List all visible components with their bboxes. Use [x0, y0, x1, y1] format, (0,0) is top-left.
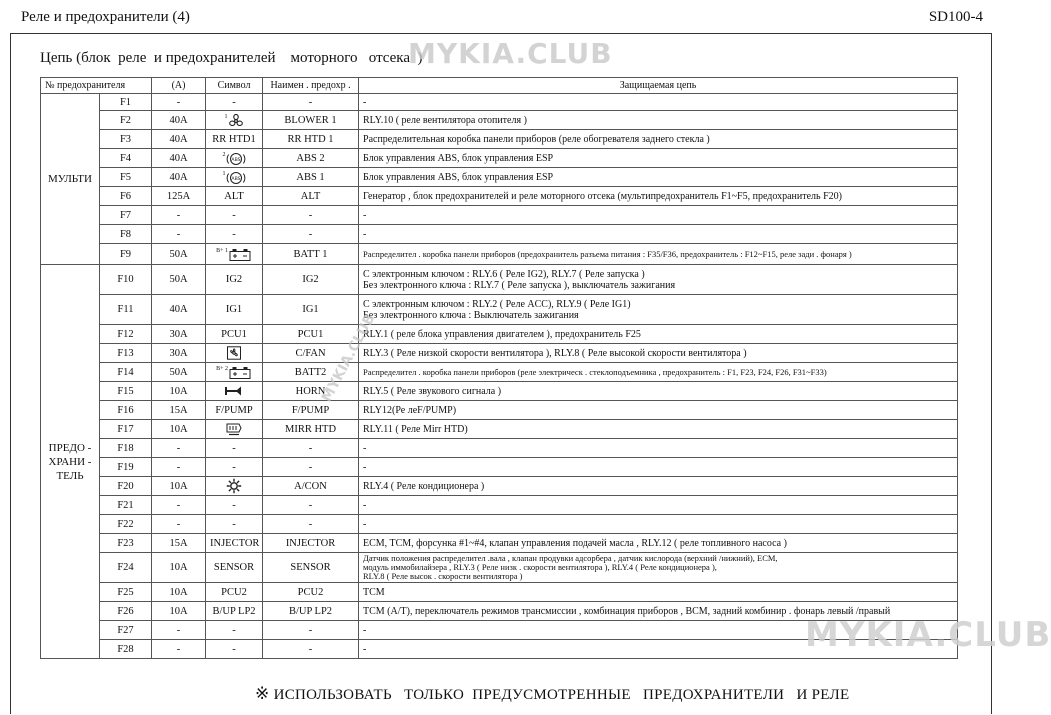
protected-circuit-cell: [359, 130, 958, 149]
fuse-name-cell: -: [263, 496, 359, 515]
fuse-name-cell: IG1: [263, 295, 359, 325]
symbol-number: 1: [222, 171, 226, 178]
amperage-cell: 30A: [152, 325, 206, 344]
header-symbol: Символ: [206, 78, 263, 94]
page-code: SD100-4: [928, 9, 983, 25]
circuit-line: С электронным ключом : RLY.6 ( Реле IG2), RLY.7 ( Реле запуска ): [363, 268, 645, 280]
fuse-name-cell: -: [263, 458, 359, 477]
amperage-cell: 125A: [152, 187, 206, 206]
protected-circuit-cell: [359, 225, 958, 244]
table-row: [41, 206, 958, 225]
table-row: [41, 534, 958, 553]
fuse-number-cell: F5: [100, 168, 152, 187]
fuse-name-cell: PCU2: [263, 583, 359, 602]
symbol-cell: [206, 363, 263, 382]
circuit-line: -: [363, 96, 367, 108]
symbol-cell: [206, 420, 263, 439]
circuit-line: ECM, TCM, форсунка #1~#4, клапан управления подачей масла , RLY.12 ( реле топливного насоса ): [363, 537, 787, 549]
table-row: [41, 130, 958, 149]
ac-icon: [226, 478, 242, 494]
protected-circuit-cell: [359, 206, 958, 225]
cooling-fan-icon: [226, 346, 242, 360]
amperage-cell: 40A: [152, 168, 206, 187]
table-row: [41, 458, 958, 477]
amperage-cell: -: [152, 640, 206, 659]
amperage-cell: 40A: [152, 295, 206, 325]
symbol-cell: IG2: [206, 265, 263, 295]
amperage-cell: 10A: [152, 583, 206, 602]
amperage-cell: 40A: [152, 149, 206, 168]
frame-left-border: [10, 34, 11, 714]
symbol-cell: B/UP LP2: [206, 602, 263, 621]
circuit-line: Без электронного ключа : RLY.7 ( Реле запуска ), выключатель зажигания: [363, 279, 676, 291]
fuse-number-cell: F3: [100, 130, 152, 149]
horn-icon: [224, 385, 244, 397]
protected-circuit-cell: [359, 187, 958, 206]
table-row: [41, 363, 958, 382]
amperage-cell: 10A: [152, 477, 206, 496]
fuse-name-cell: -: [263, 439, 359, 458]
fuse-name-cell: -: [263, 225, 359, 244]
amperage-cell: 30A: [152, 344, 206, 363]
fuse-number-cell: F24: [100, 553, 152, 583]
table-row: [41, 325, 958, 344]
symbol-cell: PCU1: [206, 325, 263, 344]
amperage-cell: -: [152, 94, 206, 111]
fuse-table-body: [41, 94, 958, 659]
battery-icon: [228, 366, 252, 380]
note-mark: ※: [255, 684, 270, 704]
table-row: [41, 420, 958, 439]
page-header: [0, 0, 1000, 34]
table-header-row: [41, 78, 958, 94]
circuit-line: RLY.5 ( Реле звукового сигнала ): [363, 385, 502, 397]
circuit-line: -: [363, 228, 367, 240]
circuit-line: -: [363, 442, 367, 454]
symbol-number: 1: [224, 114, 228, 121]
fuse-name-cell: ABS 1: [263, 168, 359, 187]
fuse-name-cell: HORN: [263, 382, 359, 401]
symbol-cell: [206, 149, 263, 168]
protected-circuit-cell: [359, 477, 958, 496]
circuit-line: RLY.1 ( реле блока управления двигателем ), предохранитель F25: [363, 328, 641, 340]
circuit-line: TCM: [363, 586, 385, 598]
amperage-cell: -: [152, 515, 206, 534]
watermark: MYKIA.CLUB: [318, 311, 379, 405]
frame-right-border: [991, 34, 992, 714]
circuit-line: RLY.4 ( Реле кондиционера ): [363, 480, 485, 492]
protected-circuit-cell: [359, 515, 958, 534]
circuit-line: RLY.3 ( Реле низкой скорости вентилятора ), RLY.8 ( Реле высокой скорости вентилятора ): [363, 347, 747, 359]
fuse-number-cell: F25: [100, 583, 152, 602]
watermark: MYKIA.CLUB: [805, 615, 1051, 655]
group-label-fuse: [41, 265, 100, 659]
symbol-cell: ALT: [206, 187, 263, 206]
table-row: [41, 439, 958, 458]
fuse-number-cell: F9: [100, 244, 152, 265]
table-row: [41, 265, 958, 295]
table-row: [41, 496, 958, 515]
amperage-cell: -: [152, 621, 206, 640]
fuse-name-cell: BATT 1: [263, 244, 359, 265]
battery-icon: [228, 248, 252, 262]
header-protected-circuit: Защищаемая цепь: [359, 78, 958, 94]
symbol-cell: -: [206, 206, 263, 225]
symbol-cell: -: [206, 225, 263, 244]
group-label-line: ПРЕДО -: [48, 441, 92, 454]
fan-icon: [228, 114, 244, 128]
symbol-cell: -: [206, 458, 263, 477]
table-row: [41, 149, 958, 168]
fuse-name-cell: A/CON: [263, 477, 359, 496]
amperage-cell: 10A: [152, 553, 206, 583]
fuse-name-cell: BLOWER 1: [263, 111, 359, 130]
symbol-cell: F/PUMP: [206, 401, 263, 420]
fuse-number-cell: F20: [100, 477, 152, 496]
fuse-number-cell: F10: [100, 265, 152, 295]
protected-circuit-cell: [359, 111, 958, 130]
mirror-heater-icon: [225, 422, 243, 436]
amperage-cell: 15A: [152, 534, 206, 553]
fuse-name-cell: INJECTOR: [263, 534, 359, 553]
table-row: [41, 168, 958, 187]
table-row: [41, 225, 958, 244]
symbol-number: B+ 2: [216, 366, 228, 373]
watermark: MYKIA.CLUB: [408, 37, 613, 70]
amperage-cell: 50A: [152, 244, 206, 265]
fuse-number-cell: F18: [100, 439, 152, 458]
symbol-cell: [206, 382, 263, 401]
fuse-number-cell: F22: [100, 515, 152, 534]
circuit-line: Распределител . коробка панели приборов (предохранитель разъема питания : F35/F36, предохранитель : F12~F15, реле зади . фонаря ): [363, 248, 852, 259]
page-title: Реле и предохранители (4): [21, 9, 190, 25]
table-row: [41, 401, 958, 420]
amperage-cell: 50A: [152, 363, 206, 382]
symbol-cell: PCU2: [206, 583, 263, 602]
protected-circuit-cell: [359, 265, 958, 295]
fuse-number-cell: F2: [100, 111, 152, 130]
protected-circuit-cell: [359, 534, 958, 553]
fuse-number-cell: F1: [100, 94, 152, 111]
circuit-line: RLY.10 ( реле вентилятора отопителя ): [363, 114, 527, 126]
header-fuse-number: № предохранителя: [41, 78, 152, 94]
fuse-number-cell: F21: [100, 496, 152, 515]
fuse-name-cell: C/FAN: [263, 344, 359, 363]
fuse-name-cell: ABS 2: [263, 149, 359, 168]
header-amperage: (A): [152, 78, 206, 94]
fuse-number-cell: F13: [100, 344, 152, 363]
symbol-cell: -: [206, 640, 263, 659]
protected-circuit-cell: [359, 325, 958, 344]
circuit-line: Распределительная коробка панели приборов (реле обогревателя заднего стекла ): [363, 133, 710, 145]
protected-circuit-cell: [359, 420, 958, 439]
fuse-number-cell: F14: [100, 363, 152, 382]
protected-circuit-cell: [359, 382, 958, 401]
circuit-line: -: [363, 209, 367, 221]
amperage-cell: 50A: [152, 265, 206, 295]
footer-note: [255, 684, 849, 704]
fuse-number-cell: F6: [100, 187, 152, 206]
fuse-name-cell: PCU1: [263, 325, 359, 344]
protected-circuit-cell: [359, 458, 958, 477]
table-row: [41, 382, 958, 401]
circuit-line: -: [363, 643, 367, 655]
circuit-line: -: [363, 499, 367, 511]
protected-circuit-cell: [359, 295, 958, 325]
fuse-number-cell: F27: [100, 621, 152, 640]
circuit-line: С электронным ключом : RLY.2 ( Реле ACC), RLY.9 ( Реле IG1): [363, 298, 631, 310]
footer-text: ИСПОЛЬЗОВАТЬ ТОЛЬКО ПРЕДУСМОТРЕННЫЕ ПРЕДОХРАНИТЕЛИ И РЕЛЕ: [269, 687, 850, 703]
fuse-number-cell: F28: [100, 640, 152, 659]
fuse-name-cell: IG2: [263, 265, 359, 295]
fuse-name-cell: F/PUMP: [263, 401, 359, 420]
protected-circuit-cell: [359, 168, 958, 187]
circuit-line: RLY.11 ( Реле Mirr HTD): [363, 423, 468, 435]
amperage-cell: -: [152, 206, 206, 225]
amperage-cell: 10A: [152, 382, 206, 401]
table-row: [41, 583, 958, 602]
symbol-cell: -: [206, 439, 263, 458]
fuse-number-cell: F8: [100, 225, 152, 244]
abs-icon: [226, 171, 246, 185]
table-row: [41, 295, 958, 325]
group-label-line: МУЛЬТИ: [48, 173, 92, 185]
fuse-name-cell: SENSOR: [263, 553, 359, 583]
circuit-line: Датчик положения распределител .вала , клапан продувки адсорбера , датчик кислорода (верхний /нижний), ECM,: [363, 553, 778, 563]
circuit-line: -: [363, 461, 367, 473]
circuit-line: -: [363, 624, 367, 636]
protected-circuit-cell: [359, 401, 958, 420]
symbol-cell: [206, 111, 263, 130]
amperage-cell: 40A: [152, 130, 206, 149]
symbol-cell: -: [206, 94, 263, 111]
fuse-name-cell: -: [263, 640, 359, 659]
symbol-cell: IG1: [206, 295, 263, 325]
circuit-line: RLY12(Ре леF/PUMP): [363, 404, 457, 416]
circuit-line: -: [363, 518, 367, 530]
symbol-cell: [206, 344, 263, 363]
symbol-cell: -: [206, 515, 263, 534]
circuit-line: RLY.8 ( Реле высок . скорости вентилятора ): [363, 571, 523, 581]
group-label-multi: [41, 94, 100, 265]
fuse-number-cell: F4: [100, 149, 152, 168]
protected-circuit-cell: [359, 496, 958, 515]
table-row: [41, 515, 958, 534]
circuit-subtitle: Цепь (блок реле и предохранителей моторного отсека ): [40, 50, 423, 66]
fuse-number-cell: F11: [100, 295, 152, 325]
table-row: [41, 244, 958, 265]
fuse-number-cell: F16: [100, 401, 152, 420]
amperage-cell: -: [152, 225, 206, 244]
table-row: [41, 553, 958, 583]
fuse-number-cell: F12: [100, 325, 152, 344]
svg-text:ABS: ABS: [230, 176, 241, 182]
header-divider: [10, 33, 992, 34]
fuse-name-cell: BATT2: [263, 363, 359, 382]
fuse-name-cell: -: [263, 621, 359, 640]
circuit-line: Блок управления ABS, блок управления ESP: [363, 152, 554, 164]
fuse-name-cell: -: [263, 94, 359, 111]
fuse-number-cell: F15: [100, 382, 152, 401]
fuse-name-cell: -: [263, 206, 359, 225]
amperage-cell: 10A: [152, 420, 206, 439]
circuit-line: TCM (A/T), переключатель режимов трансмиссии , комбинация приборов , BCM, задний комбинир . фонарь левый /правый: [363, 605, 891, 617]
amperage-cell: 10A: [152, 602, 206, 621]
fuse-table: [40, 77, 958, 659]
symbol-cell: SENSOR: [206, 553, 263, 583]
symbol-cell: [206, 477, 263, 496]
symbol-cell: -: [206, 621, 263, 640]
fuse-number-cell: F26: [100, 602, 152, 621]
symbol-number: B+ 1: [216, 248, 228, 255]
symbol-cell: RR HTD1: [206, 130, 263, 149]
fuse-number-cell: F17: [100, 420, 152, 439]
amperage-cell: -: [152, 458, 206, 477]
protected-circuit-cell: [359, 94, 958, 111]
abs-icon: [226, 152, 246, 166]
circuit-line: Блок управления ABS, блок управления ESP: [363, 171, 554, 183]
symbol-cell: [206, 168, 263, 187]
protected-circuit-cell: [359, 149, 958, 168]
symbol-cell: [206, 244, 263, 265]
fuse-name-cell: -: [263, 515, 359, 534]
svg-text:ABS: ABS: [230, 157, 241, 163]
circuit-line: модуль иммобилайзера , RLY.3 ( Реле низк . скорости вентилятора ), RLY.4 ( Реле кондиционера ),: [363, 562, 717, 572]
protected-circuit-cell: [359, 363, 958, 382]
table-row: [41, 187, 958, 206]
fuse-name-cell: RR HTD 1: [263, 130, 359, 149]
table-row: [41, 477, 958, 496]
symbol-number: 2: [222, 152, 226, 159]
symbol-cell: INJECTOR: [206, 534, 263, 553]
table-row: [41, 111, 958, 130]
fuse-number-cell: F19: [100, 458, 152, 477]
header-fuse-name: Наимен . предохр .: [263, 78, 359, 94]
protected-circuit-cell: [359, 553, 958, 583]
protected-circuit-cell: [359, 439, 958, 458]
protected-circuit-cell: [359, 344, 958, 363]
amperage-cell: -: [152, 439, 206, 458]
fuse-name-cell: MIRR HTD: [263, 420, 359, 439]
symbol-cell: -: [206, 496, 263, 515]
fuse-name-cell: ALT: [263, 187, 359, 206]
circuit-line: Распределител . коробка панели приборов (реле электрическ . стеклоподъемника , предохранитель : F1, F23, F24, F26, F31~F33): [363, 366, 827, 377]
circuit-line: Генератор , блок предохранителей и реле моторного отсека (мультипредохранитель F1~F5, предохранитель F20): [363, 190, 842, 202]
amperage-cell: 40A: [152, 111, 206, 130]
circuit-line: Без электронного ключа : Выключатель зажигания: [363, 309, 579, 321]
fuse-number-cell: F7: [100, 206, 152, 225]
group-label-line: ХРАНИ -: [48, 455, 92, 468]
protected-circuit-cell: [359, 583, 958, 602]
fuse-number-cell: F23: [100, 534, 152, 553]
amperage-cell: -: [152, 496, 206, 515]
protected-circuit-cell: [359, 244, 958, 265]
table-row: [41, 344, 958, 363]
table-row: [41, 94, 958, 111]
fuse-name-cell: B/UP LP2: [263, 602, 359, 621]
amperage-cell: 15A: [152, 401, 206, 420]
group-label-line: ТЕЛЬ: [56, 469, 84, 482]
